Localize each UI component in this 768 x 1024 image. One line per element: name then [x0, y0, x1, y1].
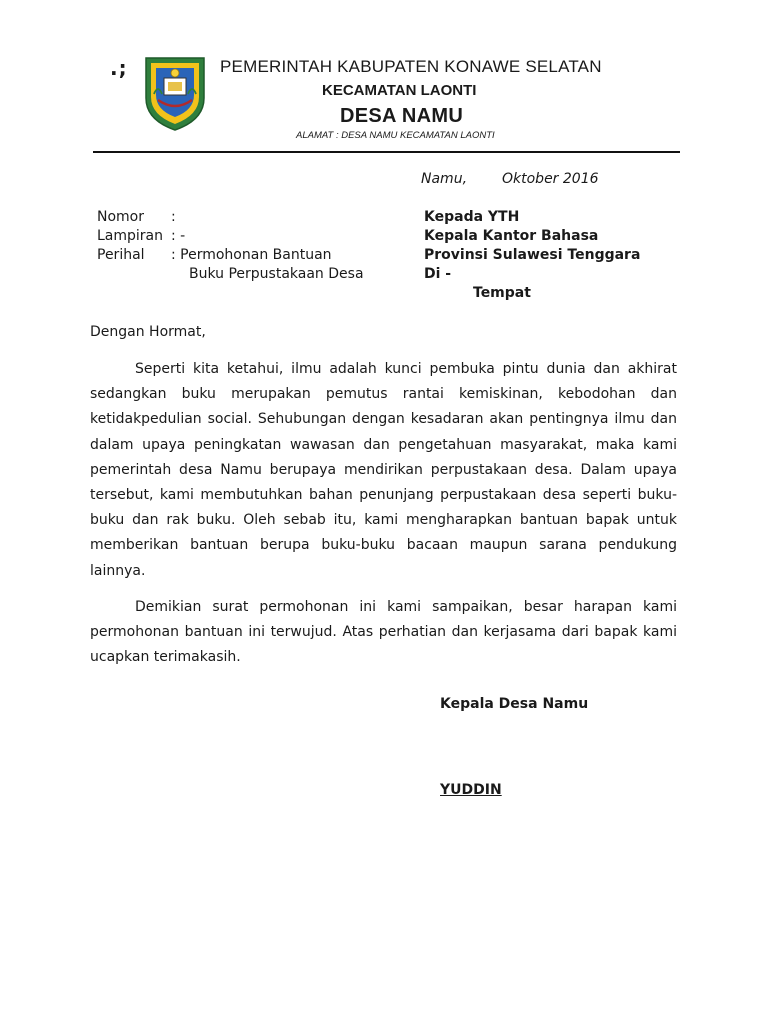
signature-title: Kepala Desa Namu	[440, 696, 589, 712]
recipient-line1: Kepada YTH	[424, 209, 520, 225]
salutation: Dengan Hormat,	[90, 324, 206, 340]
letterhead-mark: .;	[110, 56, 128, 80]
perihal-value-line2: Buku Perpustakaan Desa	[189, 266, 364, 282]
letterhead-divider	[93, 151, 680, 153]
recipient-line2: Kepala Kantor Bahasa	[424, 228, 599, 244]
letterhead-district: KECAMATAN LAONTI	[322, 82, 477, 99]
nomor-label: Nomor	[97, 209, 144, 225]
recipient-line3: Provinsi Sulawesi Tenggara	[424, 247, 641, 263]
perihal-label: Perihal	[97, 247, 145, 263]
body-paragraph-1: Seperti kita ketahui, ilmu adalah kunci pembuka pintu dunia dan akhirat sedangkan buku merupakan pemutus rantai kemiskinan, kebodohan dan ketidakpedulian social. Sehubungan dengan kesadaran akan pentingnya ilmu dan dalam upaya peningkatan wawasan dan pengetahuan masyarakat, maka kami pemerintah desa Namu berupaya mendirikan perpustakaan desa. Dalam upaya tersebut, kami membutuhkan bahan penunjang perpustakaan desa seperti buku-buku dan rak buku. Oleh sebab itu, kami mengharapkan bantuan bapak untuk memberikan bantuan berupa buku-buku bacaan maupun sarana pendukung lainnya.	[90, 361, 677, 579]
date-place: Namu,	[421, 171, 468, 187]
lampiran-label: Lampiran	[97, 228, 164, 244]
body-paragraph-2: Demikian surat permohonan ini kami sampaikan, besar harapan kami permohonan bantuan ini terwujud. Atas perhatian dan kerjasama dari bapak kami ucapkan terimakasih.	[90, 599, 677, 666]
signature-name: YUDDIN	[440, 782, 502, 798]
letterhead-village: DESA NAMU	[340, 105, 464, 127]
letterhead-government: PEMERINTAH KABUPATEN KONAWE SELATAN	[220, 57, 602, 76]
recipient-line5: Tempat	[473, 285, 531, 301]
date-month-year: Oktober 2016	[502, 171, 599, 187]
recipient-line4: Di -	[424, 266, 452, 282]
regency-emblem-icon	[142, 54, 208, 132]
lampiran-value: : -	[171, 228, 186, 244]
nomor-value: :	[171, 209, 176, 225]
perihal-value-line1: : Permohonan Bantuan	[171, 247, 332, 263]
letterhead-address: ALAMAT : DESA NAMU KECAMATAN LAONTI	[296, 130, 495, 141]
